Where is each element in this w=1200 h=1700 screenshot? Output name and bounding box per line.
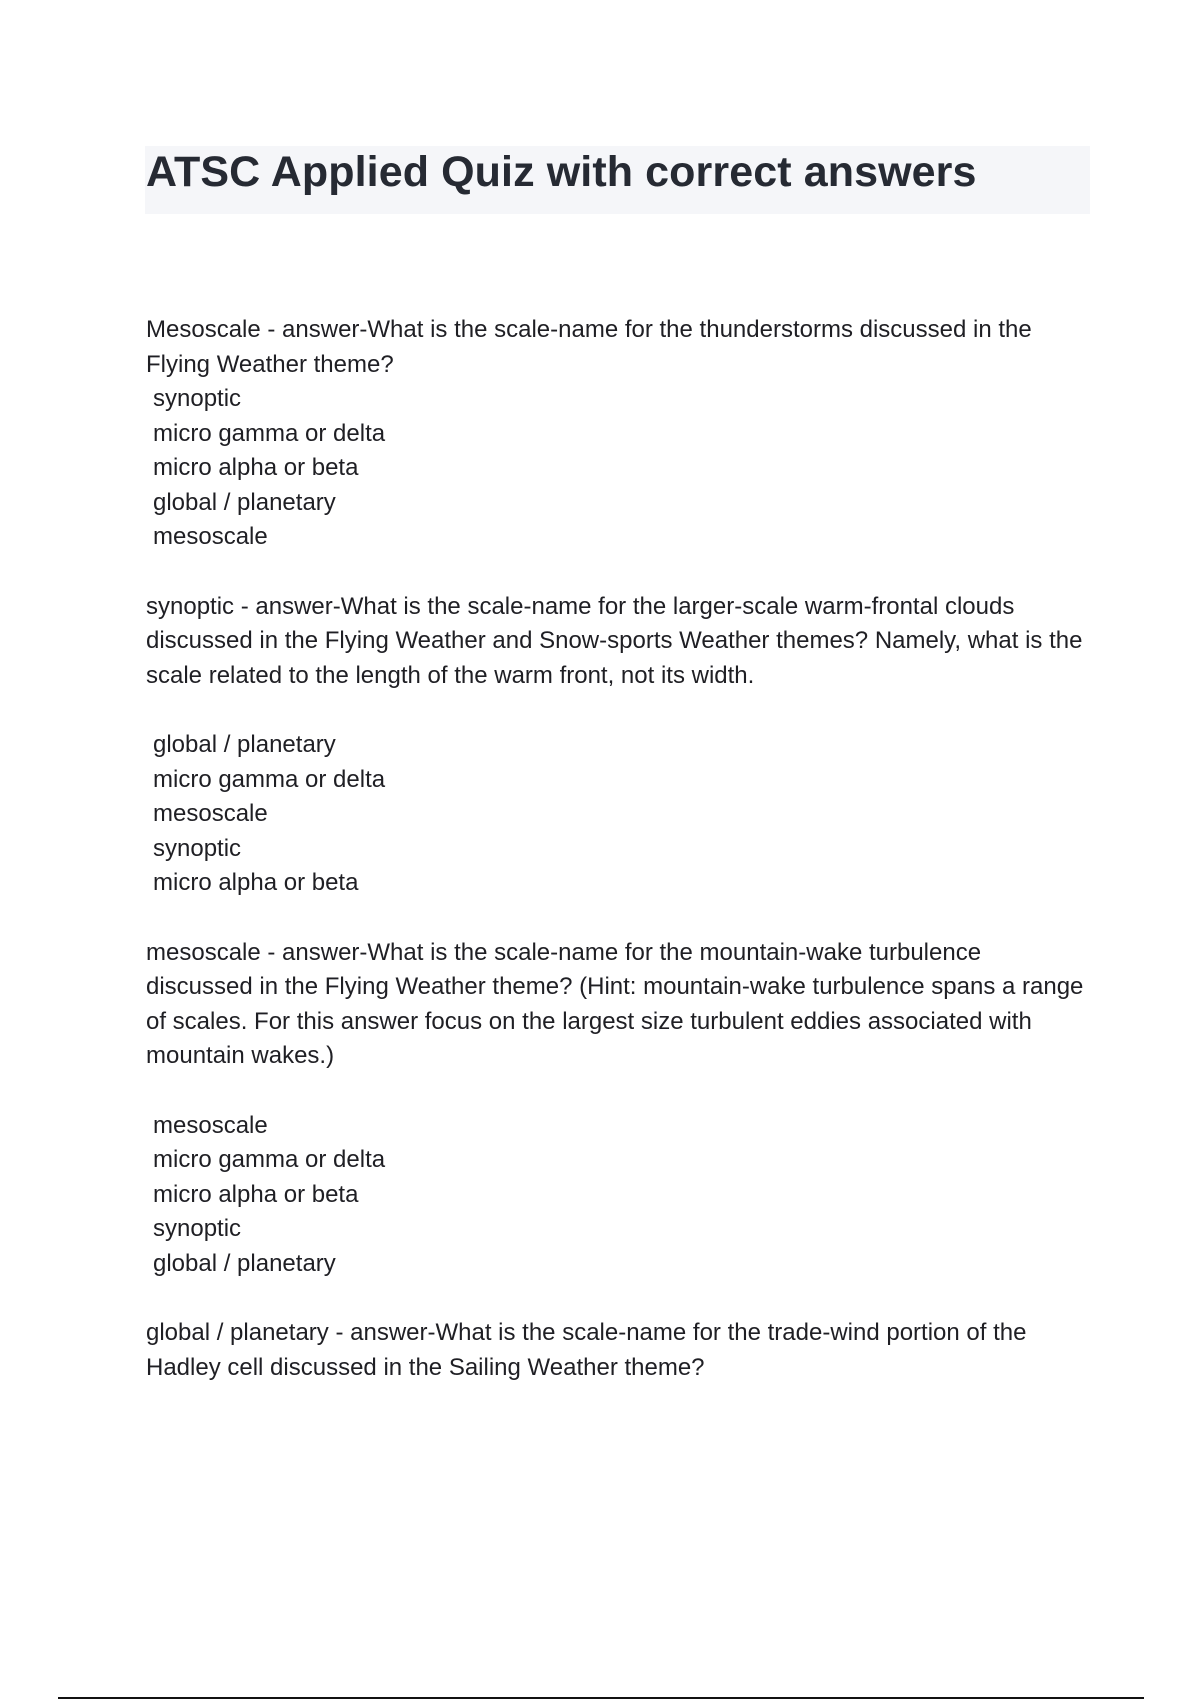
option-item: synoptic — [153, 834, 242, 862]
option-item: synoptic — [153, 1215, 242, 1242]
option-item: micro gamma or delta — [153, 1146, 386, 1173]
question-text: mesoscale - answer-What is the scale-name for the mountain-wake turbulence discussed in the Flying Weather theme? (Hint: mountain-wake turbulence spans a range of scales. For this answer focus on the largest size turbulent eddies associated with mountain wakes.) — [146, 938, 1084, 1069]
option-item: micro gamma or delta — [153, 765, 386, 793]
page-title: ATSC Applied Quiz with correct answers — [146, 148, 977, 196]
option-item: mesoscale — [153, 523, 268, 550]
option-list — [146, 382, 1091, 555]
question-block — [146, 936, 1091, 1282]
blank-line — [146, 693, 1091, 728]
quiz-content — [146, 313, 1091, 1420]
option-list — [146, 1109, 1091, 1282]
option-list — [146, 728, 1091, 901]
option-item: mesoscale — [153, 800, 268, 827]
footer-divider — [58, 1697, 1144, 1699]
blank-line — [146, 1074, 1091, 1109]
option-item: micro alpha or beta — [153, 1180, 359, 1208]
option-item: synoptic — [153, 385, 242, 412]
option-item: micro gamma or delta — [153, 419, 386, 447]
option-item: micro alpha or beta — [153, 454, 359, 481]
question-block — [146, 313, 1091, 555]
option-item: global / planetary — [153, 488, 336, 516]
option-item: global / planetary — [153, 731, 336, 758]
question-block — [146, 590, 1091, 901]
question-text: Mesoscale - answer-What is the scale-name for the thunderstorms discussed in the Flying Weather theme? — [146, 316, 1032, 378]
question-text: synoptic - answer-What is the scale-name for the larger-scale warm-frontal clouds discussed in the Flying Weather and Snow-sports Weather themes? Namely, what is the scale related to the length of the warm front, not its width. — [146, 592, 1083, 689]
option-item: mesoscale — [153, 1111, 268, 1139]
option-item: micro alpha or beta — [153, 869, 359, 896]
question-text: global / planetary - answer-What is the scale-name for the trade-wind portion of the Hadley cell discussed in the Sailing Weather theme? — [146, 1319, 1027, 1381]
question-block — [146, 1316, 1091, 1385]
option-item: global / planetary — [153, 1249, 336, 1277]
